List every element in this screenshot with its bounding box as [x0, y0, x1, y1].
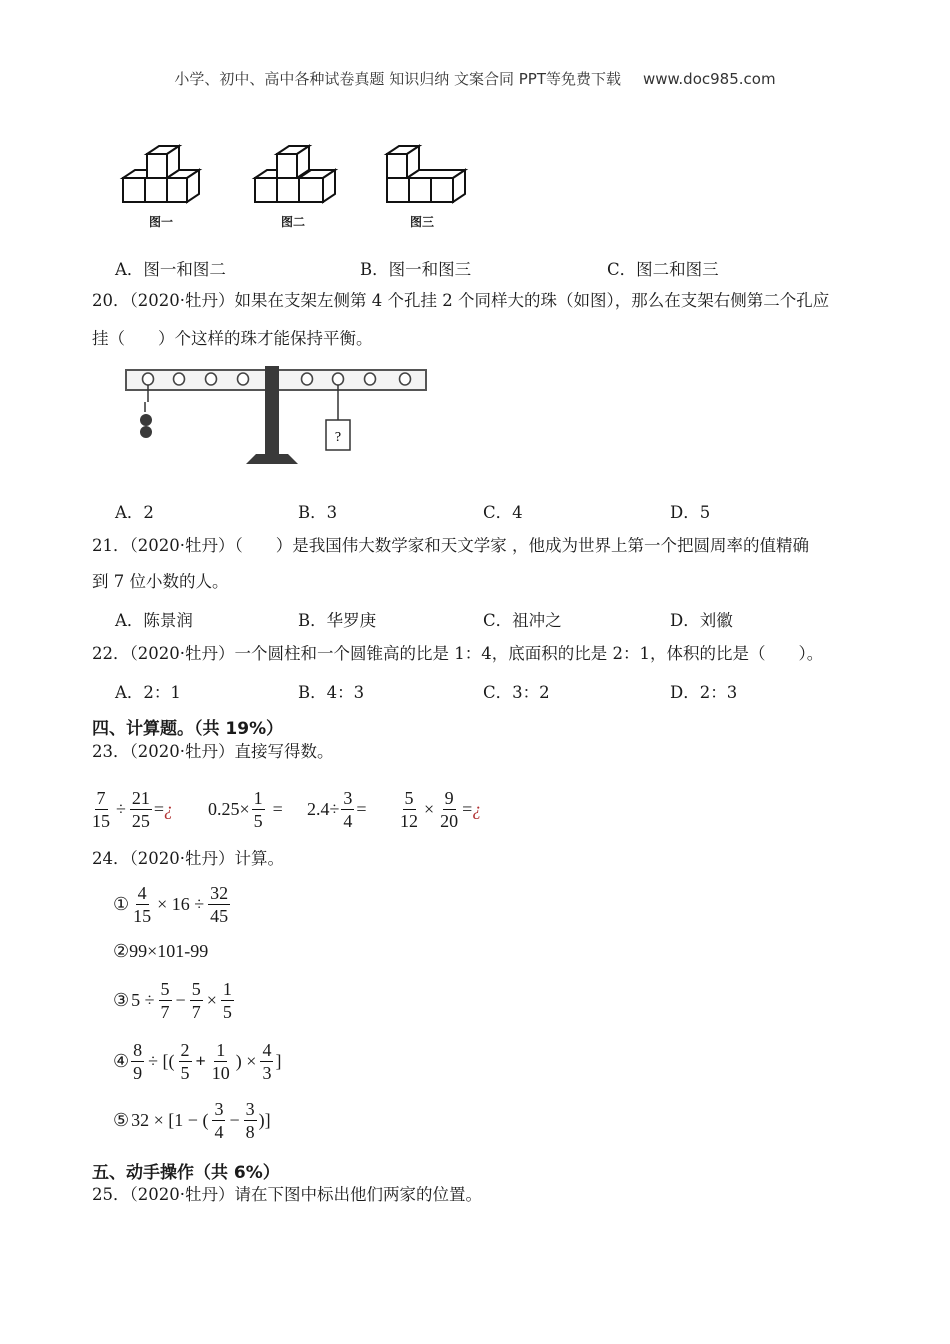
balance-figure	[122, 364, 432, 468]
fraction: $\frac{3}{8}$	[245, 1099, 255, 1142]
fraction: $\frac{5}{7}$	[160, 979, 170, 1022]
fraction: $\frac{3}{4}$	[343, 788, 353, 831]
figure-1-label: 图一	[149, 215, 174, 229]
invalid-char-mark: ¿	[472, 799, 482, 819]
q21-line2: 到 7 位小数的人。	[92, 572, 229, 591]
q20-option-b: B．3	[298, 503, 338, 522]
q24-line1: 24．（2020·牡丹）计算。	[92, 849, 284, 868]
fraction: $\frac{9}{20}$	[440, 788, 459, 831]
fraction: $\frac{4}{15}$	[133, 883, 152, 926]
q22-option-d: D．2：3	[670, 683, 738, 702]
q24-problem-2: ② 99×101-99	[113, 941, 209, 961]
q23-expr-1: $\frac{7}{15}$ ÷ $\frac{21}{25}$ = ¿	[92, 788, 174, 831]
fraction: $\frac{1}{10}$	[211, 1040, 230, 1083]
q21-line1: 21．（2020·牡丹）（ ）是我国伟大数学家和天文学家 ，他成为世界上第一个把圆周率的值精确	[92, 536, 809, 555]
fraction: $\frac{32}{45}$	[210, 883, 229, 926]
fraction: $\frac{5}{12}$	[400, 788, 418, 831]
q19-option-a: A．图一和图二	[115, 260, 226, 279]
box-question-mark: ?	[334, 430, 342, 445]
q24-problem-1: ① $\frac{4}{15}$ × 16 ÷ $\frac{32}{45}$	[113, 883, 229, 926]
q23-expr-2: 0.25× $\frac{1}{5}$ =	[208, 788, 283, 831]
fraction: $\frac{8}{9}$	[133, 1040, 143, 1083]
section-4-title: 四、计算题。（共 19%）	[92, 719, 284, 739]
header-text: 小学、初中、高中各种试卷真题 知识归纳 文案合同 PPT等免费下载	[174, 70, 621, 88]
q24-problem-4: ④ $\frac{8}{9}$ ÷ [( $\frac{2}{5}$ + $\frac{1}{10}$ ) × $\frac{4}{3}$ ]	[113, 1040, 282, 1083]
bead-1	[140, 414, 152, 426]
section-5-title: 五、动手操作（共 6%）	[92, 1163, 280, 1183]
q23-expr-3: 2.4÷ $\frac{3}{4}$ =	[307, 788, 367, 831]
q20-option-c: C．4	[483, 503, 523, 522]
fraction: $\frac{21}{25}$	[131, 788, 150, 831]
q19-option-c: C．图二和图三	[607, 260, 719, 279]
balance-post	[265, 366, 279, 460]
fraction: $\frac{4}{3}$	[262, 1040, 272, 1083]
balance-base	[246, 454, 298, 464]
q20-option-a: A．2	[115, 503, 154, 522]
q20-line2: 挂（ ）个这样的珠才能保持平衡。	[92, 329, 373, 348]
figure-3-cubes	[387, 146, 465, 202]
fraction: $\frac{1}{5}$	[253, 788, 263, 831]
q20-line1: 20．（2020·牡丹）如果在支架左侧第 4 个孔挂 2 个同样大的珠（如图），那么在支架右侧第二个孔应	[92, 291, 830, 310]
header-url: www.doc985.com	[642, 70, 776, 88]
q22-option-c: C．3：2	[483, 683, 550, 702]
fraction: $\frac{2}{5}$	[180, 1040, 190, 1083]
q24-problem-5: ⑤ 32 × [1 − ( $\frac{3}{4}$ − $\frac{3}{8}$ )]	[113, 1099, 271, 1142]
fraction: $\frac{5}{7}$	[191, 979, 201, 1022]
q22-line1: 22．（2020·牡丹）一个圆柱和一个圆锥高的比是 1：4，底面积的比是 2：1，体积的比是（ ）。	[92, 644, 824, 663]
bead-2	[140, 426, 152, 438]
invalid-char-mark: ¿	[164, 799, 174, 819]
figure-3-label: 图三	[410, 215, 435, 229]
q23-expr-4: $\frac{5}{12}$ × $\frac{9}{20}$ = ¿	[400, 788, 482, 831]
q22-option-b: B．4：3	[298, 683, 365, 702]
q23-line1: 23．（2020·牡丹）直接写得数。	[92, 742, 334, 761]
page-header	[0, 68, 950, 89]
fraction: $\frac{3}{4}$	[214, 1099, 224, 1142]
fraction: $\frac{1}{5}$	[222, 979, 232, 1022]
q21-option-a: A．陈景润	[115, 611, 193, 630]
figure-1-cubes	[123, 146, 199, 202]
q21-option-d: D．刘徽	[670, 611, 733, 630]
fraction: $\frac{7}{15}$	[92, 788, 110, 831]
q20-option-d: D．5	[670, 503, 711, 522]
q25-line1: 25．（2020·牡丹）请在下图中标出他们两家的位置。	[92, 1185, 482, 1204]
figure-2-label: 图二	[281, 215, 306, 229]
q21-option-b: B．华罗庚	[298, 611, 377, 630]
q21-option-c: C．祖冲之	[483, 611, 562, 630]
q19-option-b: B．图一和图三	[360, 260, 472, 279]
q22-option-a: A．2：1	[115, 683, 181, 702]
figure-2-cubes	[255, 146, 335, 202]
q24-problem-3: ③ 5 ÷ $\frac{5}{7}$ − $\frac{5}{7}$ × $\frac{1}{5}$	[113, 979, 232, 1022]
